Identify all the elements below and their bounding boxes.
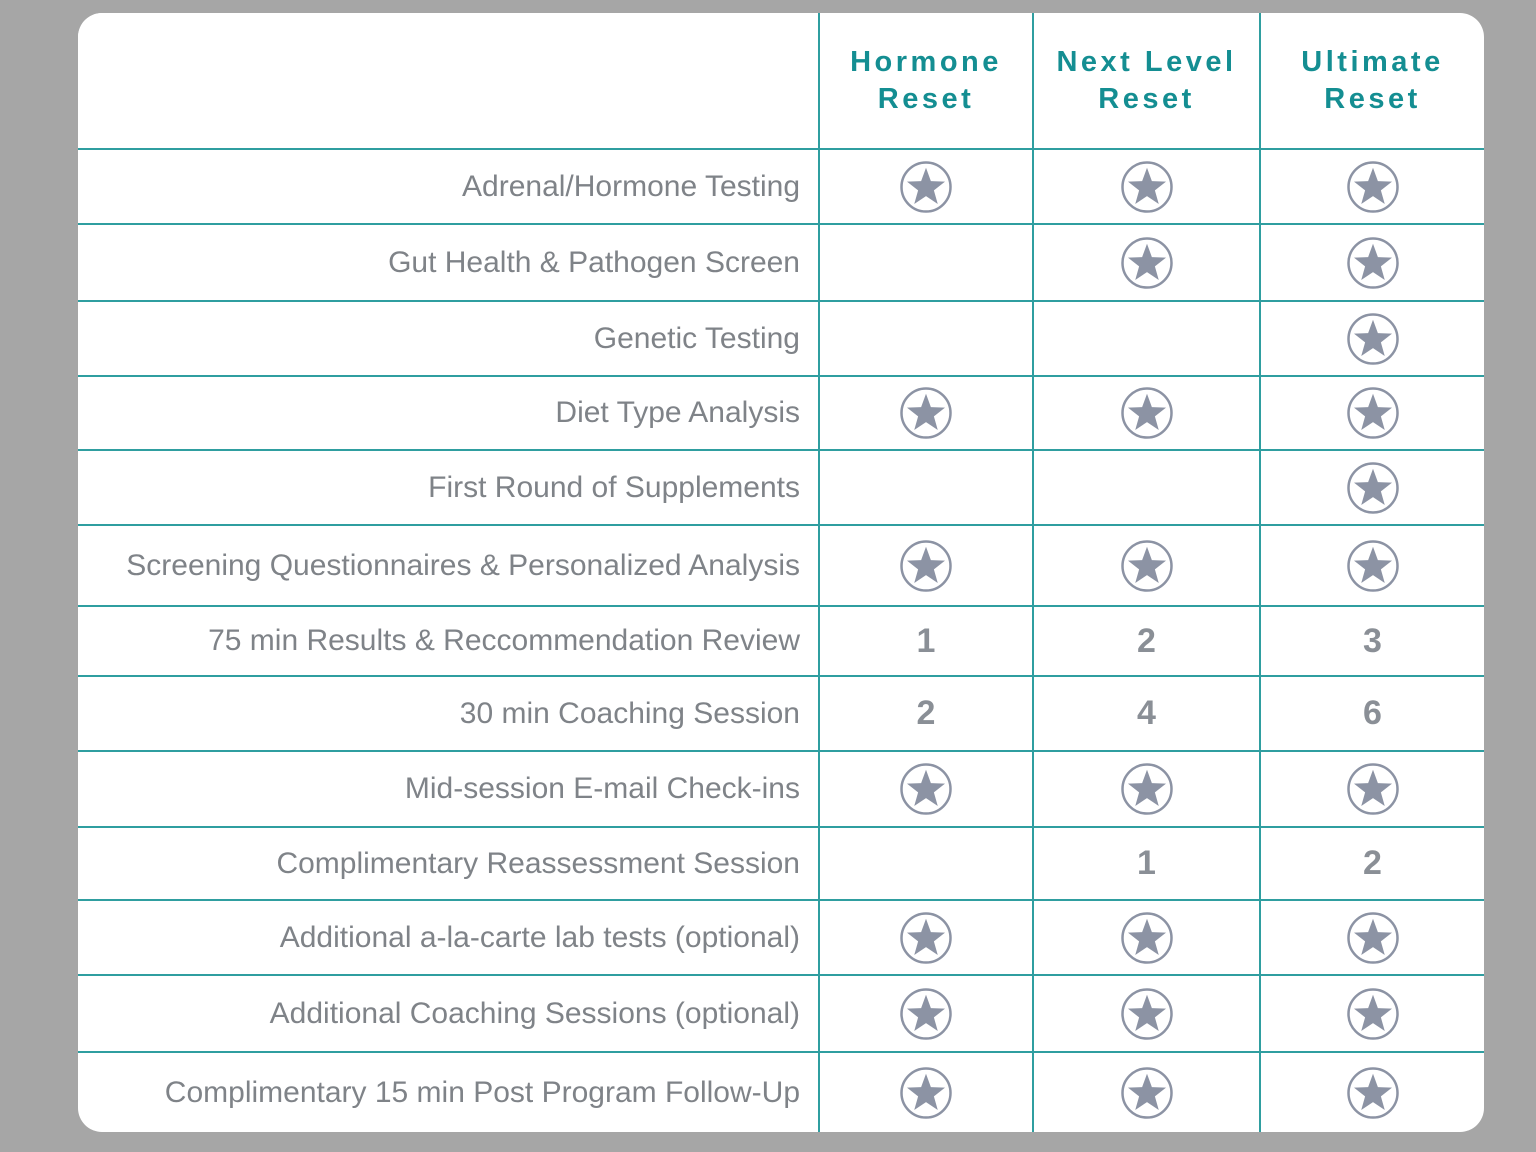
star-in-circle-icon [1346, 461, 1400, 515]
plan-cell [1033, 301, 1260, 376]
star-in-circle-icon [1346, 236, 1400, 290]
plan-cell [1260, 224, 1484, 301]
plan-cell [819, 606, 1033, 676]
feature-label: Complimentary 15 min Post Program Follow-Up [164, 1075, 800, 1109]
plan-name: Hormone Reset [850, 45, 1002, 115]
feature-label: Gut Health & Pathogen Screen [388, 245, 800, 279]
star-in-circle-icon [1346, 911, 1400, 965]
session-count: 4 [1137, 694, 1156, 732]
star-in-circle-icon [1346, 987, 1400, 1041]
plan-cell [819, 676, 1033, 751]
plan-cell [1033, 606, 1260, 676]
star-in-circle-icon [1120, 539, 1174, 593]
table-row [78, 149, 1484, 224]
plan-cell [1033, 751, 1260, 827]
feature-label: Screening Questionnaires & Personalized Analysis [126, 548, 800, 582]
plan-cell [1033, 525, 1260, 606]
plan-cell [1033, 676, 1260, 751]
table-row [78, 450, 1484, 525]
plan-header [819, 13, 1033, 149]
star-in-circle-icon [1346, 160, 1400, 214]
feature-label: Additional Coaching Sessions (optional) [269, 996, 800, 1030]
plan-cell [1033, 149, 1260, 224]
feature-label: Additional a-la-carte lab tests (optional) [279, 920, 800, 954]
star-in-circle-icon [1346, 312, 1400, 366]
plan-cell [1033, 376, 1260, 450]
star-in-circle-icon [899, 987, 953, 1041]
table-row [78, 975, 1484, 1052]
star-in-circle-icon [1120, 911, 1174, 965]
plan-comparison-table [78, 13, 1484, 1132]
plan-cell [1033, 900, 1260, 975]
star-in-circle-icon [1120, 236, 1174, 290]
plan-cell [819, 751, 1033, 827]
plan-cell [819, 376, 1033, 450]
header-row [78, 13, 1484, 149]
star-in-circle-icon [1120, 160, 1174, 214]
session-count: 1 [916, 621, 936, 660]
feature-label: Genetic Testing [593, 321, 800, 355]
plan-name: Next Level Reset [1056, 45, 1237, 115]
plan-cell [1033, 1052, 1260, 1132]
table-row [78, 676, 1484, 751]
star-in-circle-icon [899, 539, 953, 593]
star-in-circle-icon [899, 386, 953, 440]
plan-cell [1260, 450, 1484, 525]
star-in-circle-icon [1346, 539, 1400, 593]
table-row [78, 606, 1484, 676]
star-in-circle-icon [1120, 1066, 1174, 1120]
plan-cell [1260, 606, 1484, 676]
star-in-circle-icon [1346, 1066, 1400, 1120]
plan-cell [1033, 450, 1260, 525]
table-row [78, 525, 1484, 606]
plan-cell [819, 450, 1033, 525]
session-count: 2 [1137, 621, 1156, 660]
plan-cell [1260, 1052, 1484, 1132]
star-in-circle-icon [1120, 987, 1174, 1041]
plan-cell [1260, 301, 1484, 376]
session-count: 3 [1363, 621, 1382, 660]
table-row [78, 301, 1484, 376]
plan-name: Ultimate Reset [1301, 45, 1444, 115]
table-row [78, 224, 1484, 301]
plan-cell [819, 224, 1033, 301]
plan-cell [819, 975, 1033, 1052]
plan-cell [819, 149, 1033, 224]
plan-cell [1260, 149, 1484, 224]
plan-cell [819, 525, 1033, 606]
feature-label: First Round of Supplements [428, 470, 800, 504]
feature-label: Diet Type Analysis [555, 396, 800, 429]
plan-cell [1260, 751, 1484, 827]
table-row [78, 900, 1484, 975]
session-count: 2 [916, 694, 936, 732]
plan-cell [1260, 676, 1484, 751]
plan-cell [819, 827, 1033, 900]
feature-label: Mid-session E-mail Check-ins [404, 772, 800, 805]
session-count: 2 [1363, 844, 1382, 882]
feature-label: 30 min Coaching Session [459, 696, 800, 730]
plan-cell [1260, 525, 1484, 606]
plan-cell [819, 1052, 1033, 1132]
plan-cell [819, 301, 1033, 376]
header-corner [78, 13, 819, 149]
feature-label: 75 min Results & Reccommendation Review [208, 624, 800, 657]
plan-header [1033, 13, 1260, 149]
session-count: 6 [1363, 694, 1382, 732]
star-in-circle-icon [899, 1066, 953, 1120]
table-row [78, 827, 1484, 900]
session-count: 1 [1137, 844, 1156, 882]
feature-label: Complimentary Reassessment Session [276, 846, 800, 880]
star-in-circle-icon [899, 160, 953, 214]
plan-cell [1260, 827, 1484, 900]
star-in-circle-icon [1120, 762, 1174, 816]
plan-cell [1033, 224, 1260, 301]
table-row [78, 1052, 1484, 1132]
plan-header [1260, 13, 1484, 149]
star-in-circle-icon [1346, 762, 1400, 816]
star-in-circle-icon [899, 762, 953, 816]
star-in-circle-icon [1346, 386, 1400, 440]
plan-cell [819, 900, 1033, 975]
comparison-card [78, 13, 1484, 1132]
star-in-circle-icon [899, 911, 953, 965]
feature-label: Adrenal/Hormone Testing [462, 169, 800, 203]
table-row [78, 376, 1484, 450]
plan-cell [1260, 975, 1484, 1052]
star-in-circle-icon [1120, 386, 1174, 440]
table-row [78, 751, 1484, 827]
plan-cell [1033, 975, 1260, 1052]
plan-cell [1033, 827, 1260, 900]
plan-cell [1260, 376, 1484, 450]
plan-cell [1260, 900, 1484, 975]
